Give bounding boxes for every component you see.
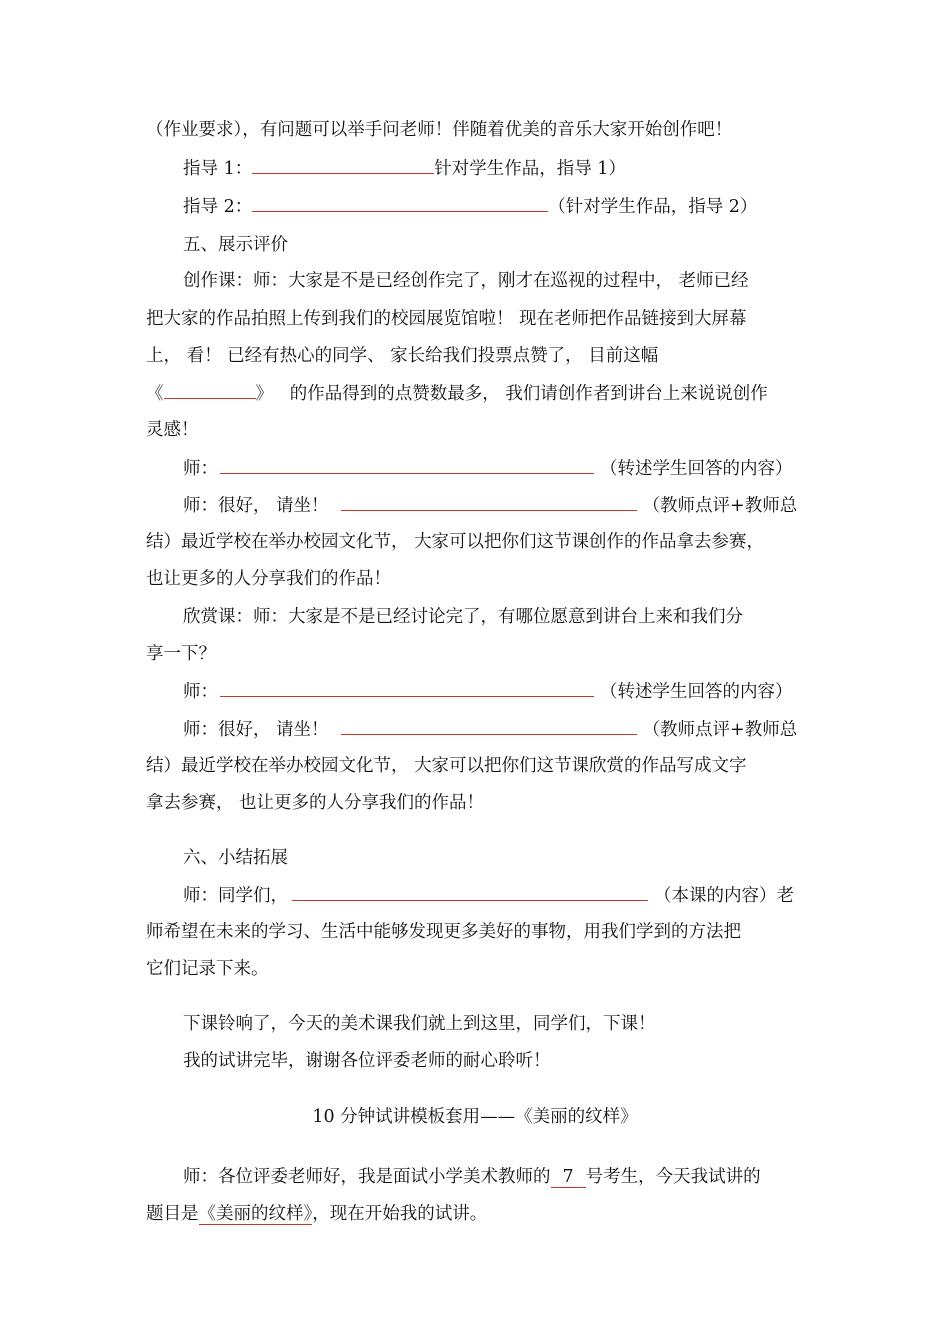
paragraph-line: 结）最近学校在举办校园文化节， 大家可以把你们这节课欣赏的作品写成文字 xyxy=(146,756,747,776)
note: （转述学生回答的内容） xyxy=(600,682,793,702)
teacher-line xyxy=(183,679,793,704)
section-heading: 五、展示评价 xyxy=(183,235,288,255)
teacher-label: 师：同学们， xyxy=(183,886,288,906)
guidance-note: 针对学生作品，指导 1） xyxy=(434,159,626,179)
paragraph-line: 上， 看！ 已经有热心的同学、 家长给我们投票点赞了， 目前这幅 xyxy=(146,346,659,366)
guidance-1-line xyxy=(183,156,626,181)
fill-blank xyxy=(341,717,637,735)
fill-blank xyxy=(220,679,594,697)
fill-blank xyxy=(164,381,256,399)
paragraph-text: 号考生，今天我试讲的 xyxy=(585,1167,761,1187)
note: （转述学生回答的内容） xyxy=(600,459,793,479)
paragraph-text: ，现在开始我的试讲。 xyxy=(312,1204,488,1224)
section-heading: 六、小结拓展 xyxy=(183,848,288,868)
paragraph-line: 拿去参赛， 也让更多的人分享我们的作品！ xyxy=(146,793,485,813)
candidate-number: 7 xyxy=(551,1167,586,1188)
fill-blank xyxy=(292,883,648,901)
teacher-line xyxy=(183,883,794,908)
note: （教师点评+教师总 xyxy=(642,720,798,740)
teacher-line xyxy=(183,493,797,518)
section-title: 10 分钟试讲模板套用——《美丽的纹样》 xyxy=(312,1107,638,1127)
fill-blank xyxy=(252,156,434,174)
paragraph-line: 享一下？ xyxy=(146,644,216,664)
bracket-close: 》 xyxy=(255,384,273,404)
guidance-label: 指导 2： xyxy=(183,197,253,217)
teacher-line xyxy=(183,456,793,481)
paragraph-text: 师：各位评委老师好，我是面试小学美术教师的 xyxy=(183,1167,551,1187)
paragraph-line: 我的试讲完毕，谢谢各位评委老师的耐心聆听！ xyxy=(183,1051,551,1071)
fill-blank xyxy=(341,493,637,511)
paragraph-line: 也让更多的人分享我们的作品！ xyxy=(146,569,391,589)
paragraph-line: 下课铃响了，今天的美术课我们就上到这里，同学们，下课！ xyxy=(183,1014,656,1034)
guidance-label: 指导 1： xyxy=(183,159,253,179)
paragraph-line: 欣赏课：师：大家是不是已经讨论完了，有哪位愿意到讲台上来和我们分 xyxy=(183,607,743,627)
teacher-label: 师：很好， 请坐！ xyxy=(183,720,329,740)
fill-blank xyxy=(252,194,548,212)
teacher-label: 师：很好， 请坐！ xyxy=(183,496,329,516)
teacher-label: 师： xyxy=(183,682,218,702)
paragraph-line: 灵感！ xyxy=(146,420,199,440)
guidance-2-line xyxy=(183,194,757,219)
paragraph-line: 结）最近学校在举办校园文化节， 大家可以把你们这节课创作的作品拿去参赛， xyxy=(146,532,765,552)
teacher-label: 师： xyxy=(183,459,218,479)
fill-blank xyxy=(220,456,594,474)
paragraph-line: （作业要求），有问题可以举手问老师！伴随着优美的音乐大家开始创作吧！ xyxy=(146,120,733,140)
paragraph-text: 的作品得到的点赞数最多， 我们请创作者到讲台上来说说创作 xyxy=(289,384,768,404)
guidance-note: （针对学生作品，指导 2） xyxy=(548,197,758,217)
lesson-title: 《美丽的纹样》 xyxy=(198,1204,313,1224)
paragraph-line: 它们记录下来。 xyxy=(146,959,269,979)
note: （本课的内容）老 xyxy=(654,886,794,906)
bracket-open: 《 xyxy=(146,384,164,404)
paragraph-line: 把大家的作品拍照上传到我们的校园展览馆啦！ 现在老师把作品链接到大屏幕 xyxy=(146,309,747,329)
teacher-line xyxy=(183,717,797,742)
note: （教师点评+教师总 xyxy=(642,496,798,516)
paragraph-line: 创作课：师：大家是不是已经创作完了，刚才在巡视的过程中， 老师已经 xyxy=(183,271,749,291)
paragraph-text: 题目是 xyxy=(146,1204,199,1224)
paragraph-line xyxy=(146,381,768,406)
paragraph-line xyxy=(183,1165,761,1189)
paragraph-line: 师希望在未来的学习、生活中能够发现更多美好的事物，用我们学到的方法把 xyxy=(146,922,741,942)
paragraph-line xyxy=(146,1202,487,1226)
